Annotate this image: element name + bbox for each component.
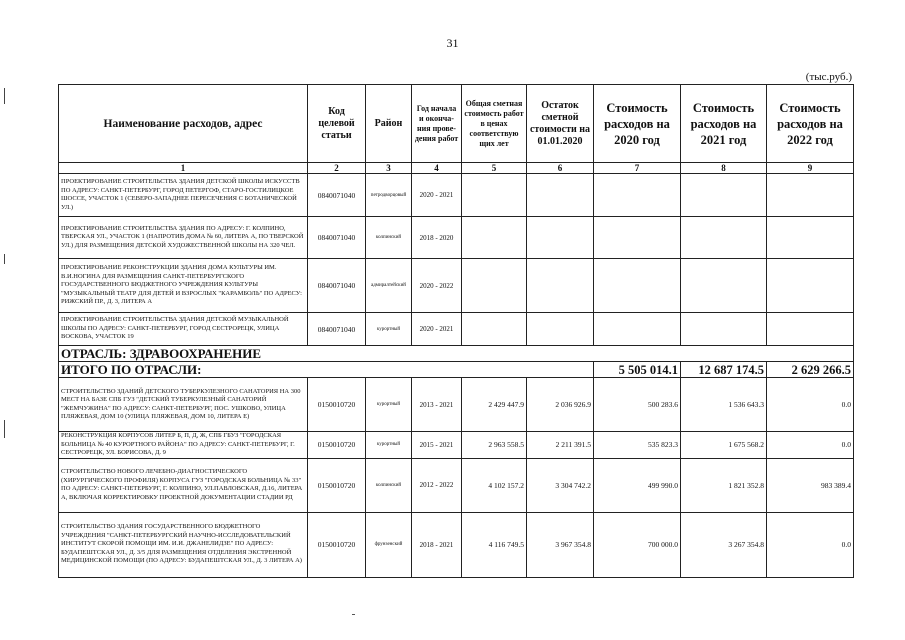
row-code: 0840071040 xyxy=(308,313,366,346)
row-name: ПРОЕКТИРОВАНИЕ СТРОИТЕЛЬСТВА ЗДАНИЯ ДЕТСКОЙ МУЗЫКАЛЬНОЙ ШКОЛЫ ПО АДРЕСУ: САНКТ-ПЕТЕРБУРГ, ГОРОД СЕСТРОРЕЦК, УЛИЦА ВОСКОВА, УЧАСТОК 19 xyxy=(59,313,308,346)
row-total-cost xyxy=(462,259,527,313)
row-name: ПРОЕКТИРОВАНИЕ СТРОИТЕЛЬСТВА ЗДАНИЯ ДЕТСКОЙ ШКОЛЫ ИСКУССТВ ПО АДРЕСУ: САНКТ-ПЕТЕРБУРГ, ГОРОД ПЕТЕРГОФ, СТАРО-ГОСТИЛИЦКОЕ ШОССЕ, УЧАСТОК 1 (СЕВЕРО-ЗАПАДНЕЕ ПЕРЕСЕЧЕНИЯ С БОТАНИЧЕСКОЙ УЛ.) xyxy=(59,174,308,217)
left-margin-mark xyxy=(4,420,5,438)
row-code: 0840071040 xyxy=(308,174,366,217)
row-cost-2022 xyxy=(767,217,854,259)
row-total-cost xyxy=(462,174,527,217)
units-label: (тыс.руб.) xyxy=(805,71,852,83)
row-district: колпинский xyxy=(366,458,412,512)
row-cost-2020: 700 000.0 xyxy=(594,512,681,577)
row-remaining xyxy=(527,259,594,313)
section-row xyxy=(59,346,854,362)
totals-cost-2022: 2 629 266.5 xyxy=(767,362,854,378)
column-number: 8 xyxy=(681,163,767,174)
section-title: ОТРАСЛЬ: ЗДРАВООХРАНЕНИЕ xyxy=(59,346,854,362)
row-total-cost xyxy=(462,217,527,259)
row-remaining: 3 304 742.2 xyxy=(527,458,594,512)
row-years: 2020 - 2022 xyxy=(412,259,462,313)
row-name: СТРОИТЕЛЬСТВО ЗДАНИЙ ДЕТСКОГО ТУБЕРКУЛЕЗНОГО САНАТОРИЯ НА 300 МЕСТ НА БАЗЕ СПБ ГУЗ "ДЕТСКИЙ ТУБЕРКУЛЕЗНЫЙ САНАТОРИЙ "ЖЕМЧУЖИНА" ПО АДРЕСУ: САНКТ-ПЕТЕРБУРГ, ПОС. УШКОВО, УЛИЦА ПЛЯЖЕВАЯ, ДОМ 10 (УЛИЦА ПЛЯЖЕВАЯ, ДОМ 10, ЛИТЕРА Е) xyxy=(59,378,308,432)
totals-row xyxy=(59,362,854,378)
row-total-cost xyxy=(462,313,527,346)
row-district: адмиралтейский xyxy=(366,259,412,313)
row-cost-2020 xyxy=(594,313,681,346)
row-cost-2021 xyxy=(681,174,767,217)
column-number: 6 xyxy=(527,163,594,174)
column-number: 9 xyxy=(767,163,854,174)
row-years: 2020 - 2021 xyxy=(412,313,462,346)
header-row xyxy=(59,85,854,163)
row-cost-2022: 0.0 xyxy=(767,512,854,577)
column-number: 1 xyxy=(59,163,308,174)
header-name: Наименование расходов, адрес xyxy=(59,85,308,163)
row-remaining: 2 211 391.5 xyxy=(527,432,594,459)
row-years: 2018 - 2020 xyxy=(412,217,462,259)
header-cost-2020: Стоимость расходов на 2020 год xyxy=(594,85,681,163)
row-total-cost: 4 116 749.5 xyxy=(462,512,527,577)
row-name: ПРОЕКТИРОВАНИЕ РЕКОНСТРУКЦИИ ЗДАНИЯ ДОМА КУЛЬТУРЫ ИМ. В.И.НОГИНА ДЛЯ РАЗМЕЩЕНИЯ САНКТ-ПЕТЕРБУРГСКОГО ГОСУДАРСТВЕННОГО БЮДЖЕТНОГО УЧРЕЖДЕНИЯ КУЛЬТУРЫ "МУЗЫКАЛЬНЫЙ ТЕАТР ДЛЯ ДЕТЕЙ И ВЗРОСЛЫХ "КАРАМБОЛЬ" ПО АДРЕСУ: РИЖСКИЙ ПР., Д. 3, ЛИТЕРА А xyxy=(59,259,308,313)
row-district: петродворцовый xyxy=(366,174,412,217)
row-code: 0150010720 xyxy=(308,432,366,459)
row-cost-2021: 3 267 354.8 xyxy=(681,512,767,577)
row-cost-2022 xyxy=(767,259,854,313)
table-row xyxy=(59,217,854,259)
row-cost-2020: 499 990.0 xyxy=(594,458,681,512)
row-cost-2021: 1 675 568.2 xyxy=(681,432,767,459)
table-row xyxy=(59,259,854,313)
column-number: 4 xyxy=(412,163,462,174)
row-remaining xyxy=(527,313,594,346)
row-cost-2021 xyxy=(681,313,767,346)
table-row xyxy=(59,174,854,217)
header-district: Район xyxy=(366,85,412,163)
row-code: 0840071040 xyxy=(308,259,366,313)
row-years: 2018 - 2021 xyxy=(412,512,462,577)
row-district: курортный xyxy=(366,313,412,346)
row-cost-2020 xyxy=(594,174,681,217)
budget-table xyxy=(58,84,854,578)
scan-dot xyxy=(352,614,355,615)
row-total-cost: 4 102 157.2 xyxy=(462,458,527,512)
row-name: СТРОИТЕЛЬСТВО ЗДАНИЯ ГОСУДАРСТВЕННОГО БЮДЖЕТНОГО УЧРЕЖДЕНИЯ "САНКТ-ПЕТЕРБУРГСКИЙ НАУЧНО-ИССЛЕДОВАТЕЛЬСКИЙ ИНСТИТУТ СКОРОЙ ПОМОЩИ ИМ. И.И. ДЖАНЕЛИДЗЕ" ПО АДРЕСУ: БУДАПЕШТСКАЯ УЛ., Д. 3/5 ДЛЯ РАЗМЕЩЕНИЯ ОТДЕЛЕНИЯ ЭКСТРЕННОЙ МЕДИЦИНСКОЙ ПОМОЩИ (ПО АДРЕСУ: БУДАПЕШТСКАЯ УЛ., Д. 3 ЛИТЕРА А) xyxy=(59,512,308,577)
row-cost-2020: 535 823.3 xyxy=(594,432,681,459)
left-margin-mark xyxy=(4,254,5,264)
row-remaining xyxy=(527,174,594,217)
column-number: 3 xyxy=(366,163,412,174)
header-code: Код целевой статьи xyxy=(308,85,366,163)
column-number: 7 xyxy=(594,163,681,174)
row-cost-2021: 1 821 352.8 xyxy=(681,458,767,512)
row-district: курортный xyxy=(366,432,412,459)
row-code: 0150010720 xyxy=(308,458,366,512)
row-district: колпинский xyxy=(366,217,412,259)
row-years: 2013 - 2021 xyxy=(412,378,462,432)
row-cost-2021 xyxy=(681,259,767,313)
row-cost-2021: 1 536 643.3 xyxy=(681,378,767,432)
totals-label: ИТОГО ПО ОТРАСЛИ: xyxy=(59,362,594,378)
row-cost-2022: 0.0 xyxy=(767,378,854,432)
row-remaining: 2 036 926.9 xyxy=(527,378,594,432)
row-total-cost: 2 429 447.9 xyxy=(462,378,527,432)
table-row xyxy=(59,458,854,512)
row-years: 2015 - 2021 xyxy=(412,432,462,459)
row-cost-2022 xyxy=(767,174,854,217)
row-remaining: 3 967 354.8 xyxy=(527,512,594,577)
totals-cost-2020: 5 505 014.1 xyxy=(594,362,681,378)
table-row xyxy=(59,512,854,577)
row-name: СТРОИТЕЛЬСТВО НОВОГО ЛЕЧЕБНО-ДИАГНОСТИЧЕСКОГО (ХИРУРГИЧЕСКОГО ПРОФИЛЯ) КОРПУСА ГУЗ "ГОРОДСКАЯ БОЛЬНИЦА № 33" ПО АДРЕСУ: САНКТ-ПЕТЕРБУРГ, Г. КОЛПИНО, УЛ.ПАВЛОВСКАЯ, Д.16, ЛИТЕРА А, ВКЛЮЧАЯ КОРРЕКТИРОВКУ ПРОЕКТНОЙ ДОКУМЕНТАЦИИ СТАДИИ РД xyxy=(59,458,308,512)
row-years: 2020 - 2021 xyxy=(412,174,462,217)
header-cost-2022: Стоимость расходов на 2022 год xyxy=(767,85,854,163)
row-code: 0840071040 xyxy=(308,217,366,259)
column-number: 5 xyxy=(462,163,527,174)
row-remaining xyxy=(527,217,594,259)
row-total-cost: 2 963 558.5 xyxy=(462,432,527,459)
row-cost-2020 xyxy=(594,259,681,313)
left-margin-mark xyxy=(4,88,5,104)
header-years: Год начала и оконча-ния прове-дения работ xyxy=(412,85,462,163)
column-number-row xyxy=(59,163,854,174)
column-number: 2 xyxy=(308,163,366,174)
row-name: ПРОЕКТИРОВАНИЕ СТРОИТЕЛЬСТВА ЗДАНИЯ ПО АДРЕСУ: Г. КОЛПИНО, ТВЕРСКАЯ УЛ., УЧАСТОК 1 (НАПРОТИВ ДОМА № 60, ЛИТЕРА А, ПО ТВЕРСКОЙ УЛ.) ДЛЯ РАЗМЕЩЕНИЯ ДЕТСКОЙ ХУДОЖЕСТВЕННОЙ ШКОЛЫ НА 320 ЧЕЛ. xyxy=(59,217,308,259)
row-cost-2021 xyxy=(681,217,767,259)
row-district: фрунзенский xyxy=(366,512,412,577)
table-row xyxy=(59,432,854,459)
row-years: 2012 - 2022 xyxy=(412,458,462,512)
page-number: 31 xyxy=(446,36,459,50)
table-row xyxy=(59,313,854,346)
row-district: курортный xyxy=(366,378,412,432)
row-code: 0150010720 xyxy=(308,378,366,432)
row-cost-2022 xyxy=(767,313,854,346)
totals-cost-2021: 12 687 174.5 xyxy=(681,362,767,378)
header-cost-2021: Стоимость расходов на 2021 год xyxy=(681,85,767,163)
row-cost-2022: 0.0 xyxy=(767,432,854,459)
row-name: РЕКОНСТРУКЦИЯ КОРПУСОВ ЛИТЕР Б, П, Д, Ж, СПБ ГБУЗ "ГОРОДСКАЯ БОЛЬНИЦА № 40 КУРОРТНОГО РАЙОНА" ПО АДРЕСУ: САНКТ-ПЕТЕРБУРГ, Г. СЕСТРОРЕЦК, УЛ. БОРИСОВА, Д. 9 xyxy=(59,432,308,459)
table-row xyxy=(59,378,854,432)
header-total-cost: Общая сметная стоимость работ в ценах соответствую щих лет xyxy=(462,85,527,163)
row-cost-2020: 500 283.6 xyxy=(594,378,681,432)
row-cost-2020 xyxy=(594,217,681,259)
row-code: 0150010720 xyxy=(308,512,366,577)
row-cost-2022: 983 389.4 xyxy=(767,458,854,512)
header-remaining: Остаток сметной стоимости на 01.01.2020 xyxy=(527,85,594,163)
